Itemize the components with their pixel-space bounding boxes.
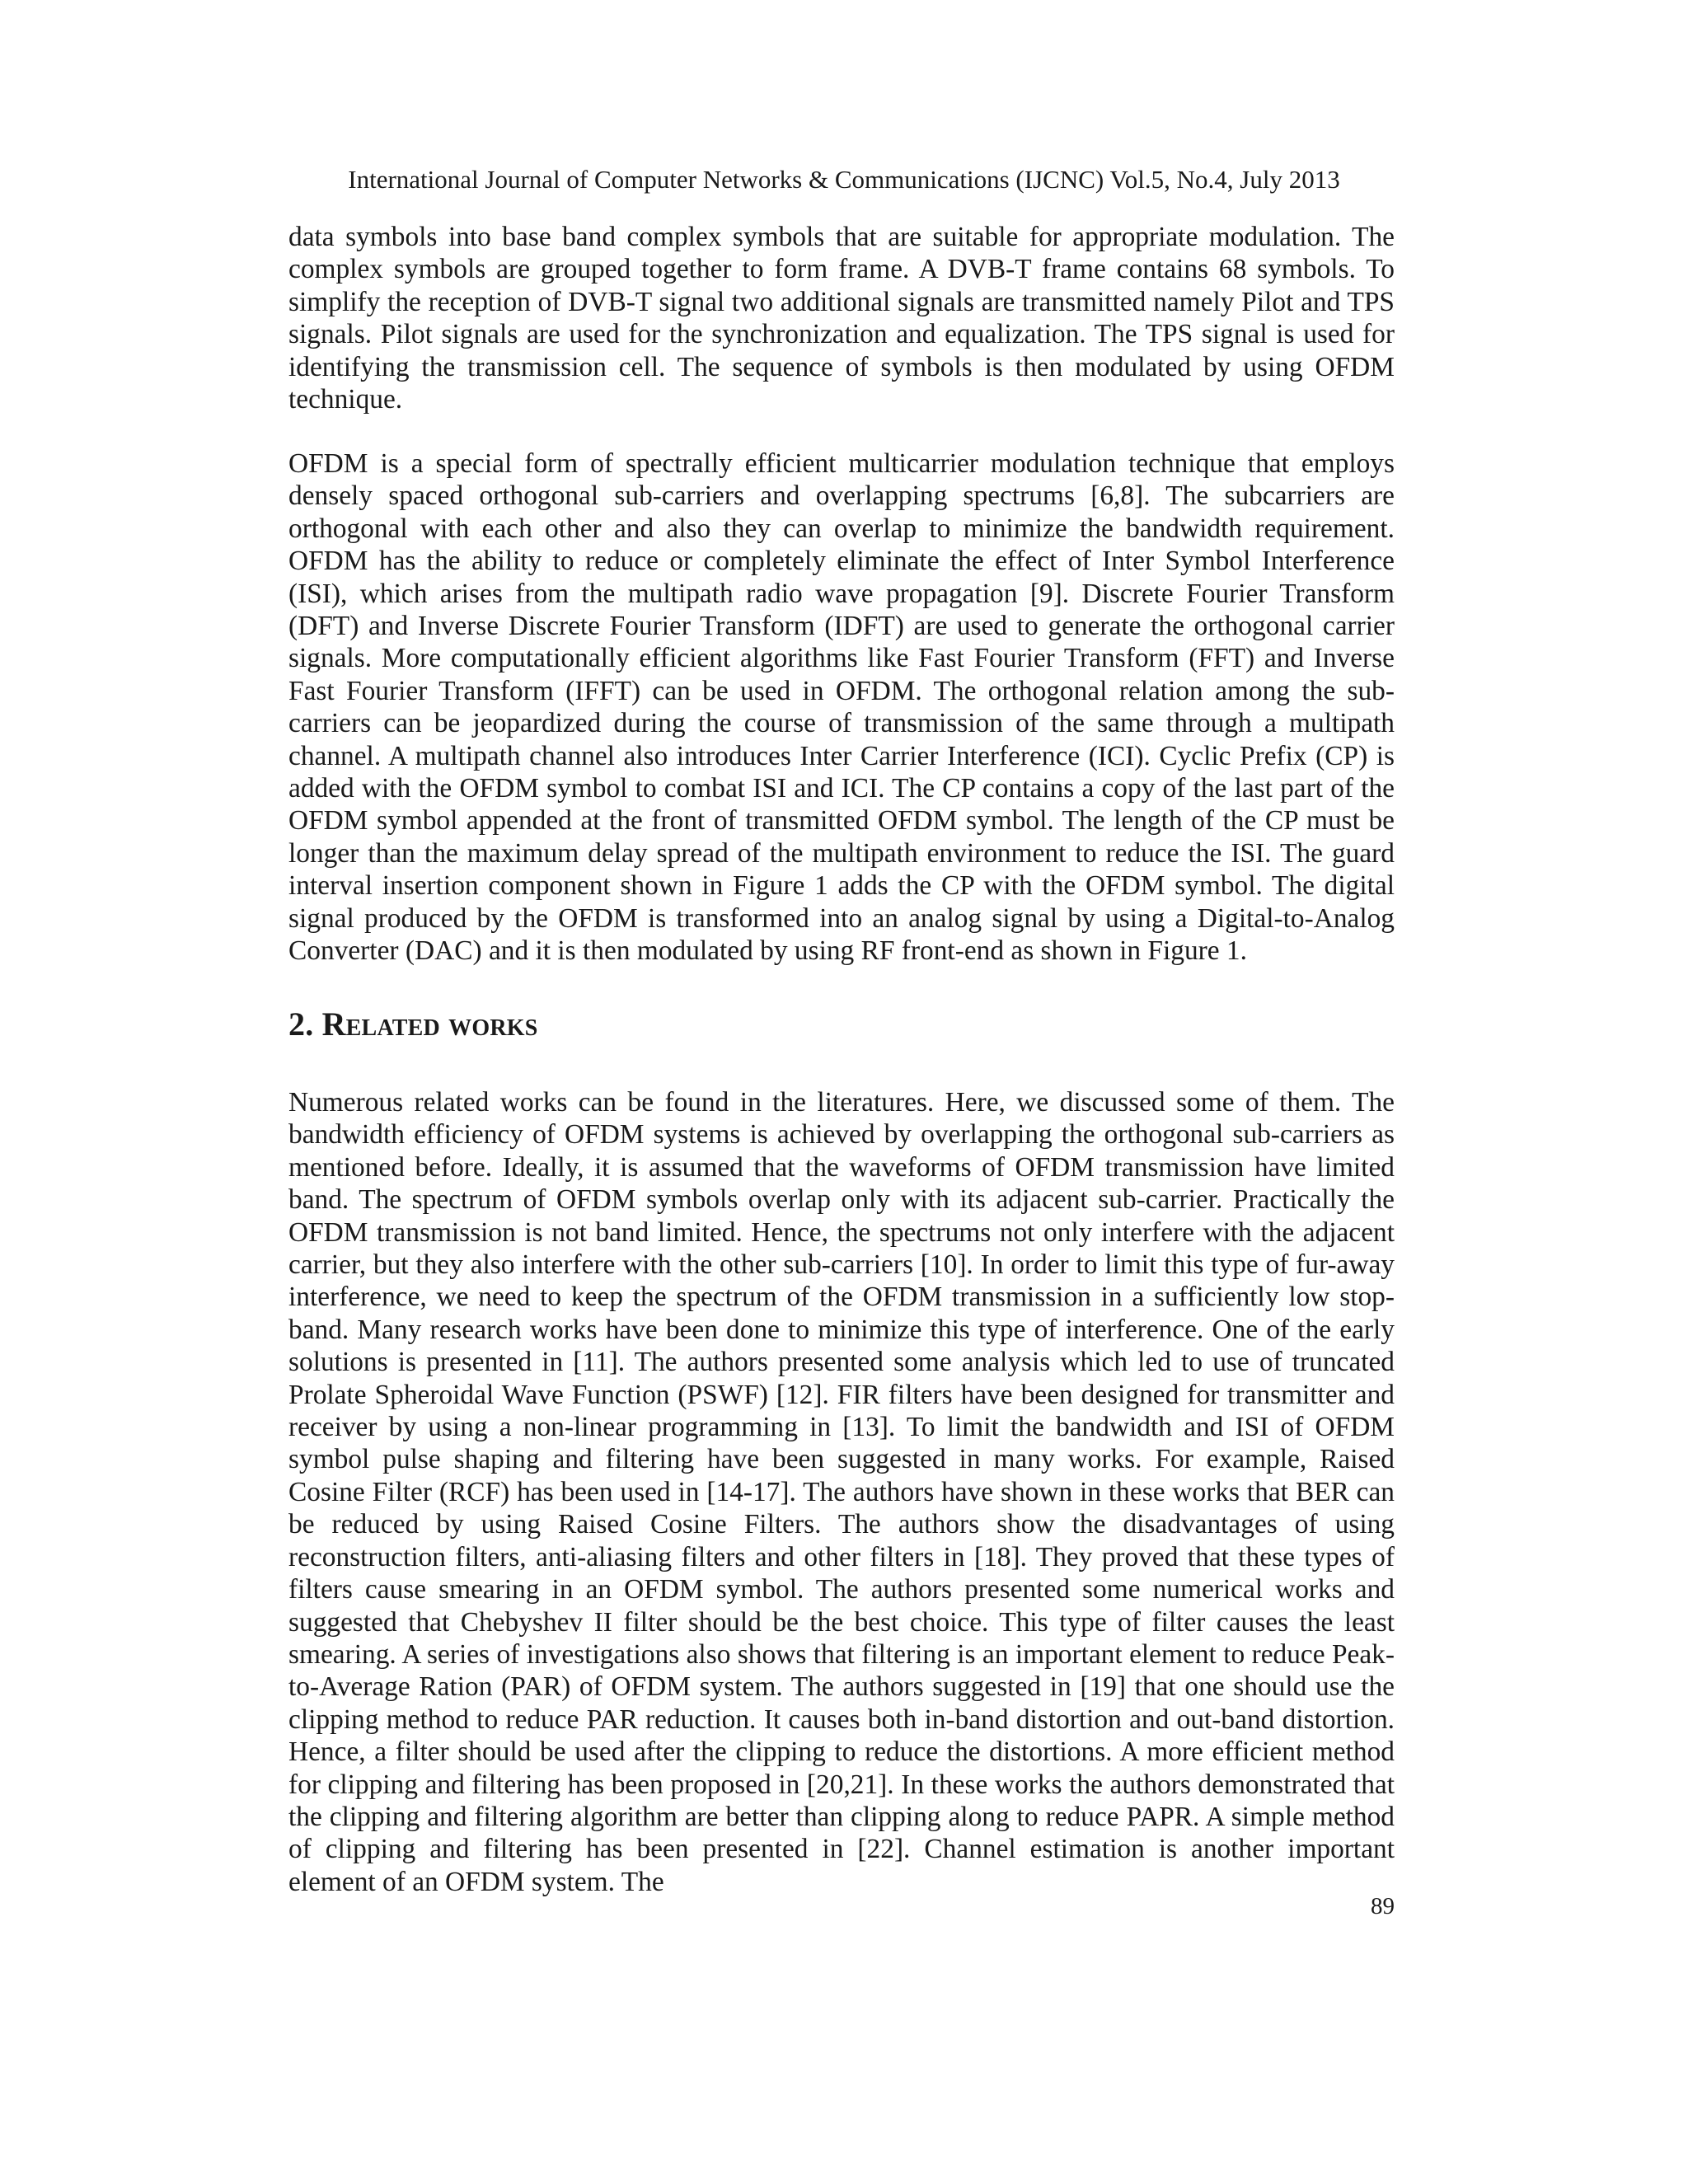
body-paragraph-2: OFDM is a special form of spectrally efficient multicarrier modulation technique that employs densely spaced orthogonal sub-carriers and overlapping spectrums [6,8]. The subcarriers are orthogonal with each other and also they can overlap to minimize the bandwidth requirement. OFDM has the ability to reduce or completely eliminate the effect of Inter Symbol Interference (ISI), which arises from the multipath radio wave propagation [9]. Discrete Fourier Transform (DFT) and Inverse Discrete Fourier Transform (IDFT) are used to generate the orthogonal carrier signals. More computationally efficient algorithms like Fast Fourier Transform (FFT) and Inverse Fast Fourier Transform (IFFT) can be used in OFDM. The orthogonal relation among the sub-carriers can be jeopardized during the course of transmission of the same through a multipath channel. A multipath channel also introduces Inter Carrier Interference (ICI). Cyclic Prefix (CP) is added with the OFDM symbol to combat ISI and ICI. The CP contains a copy of the last part of the OFDM symbol appended at the front of transmitted OFDM symbol. The length of the CP must be longer than the maximum delay spread of the multipath environment to reduce the ISI. The guard interval insertion component shown in Figure 1 adds the CP with the OFDM symbol. The digital signal produced by the OFDM is transformed into an analog signal by using a Digital-to-Analog Converter (DAC) and it is then modulated by using RF front-end as shown in Figure 1. xyxy=(288,448,1395,967)
body-paragraph-1: data symbols into base band complex symbols that are suitable for appropriate modulation. The complex symbols are grouped together to form frame. A DVB-T frame contains 68 symbols. To simplify the reception of DVB-T signal two additional signals are transmitted namely Pilot and TPS signals. Pilot signals are used for the synchronization and equalization. The TPS signal is used for identifying the transmission cell. The sequence of symbols is then modulated by using OFDM technique. xyxy=(288,222,1395,415)
running-header: International Journal of Computer Networks & Communications (IJCNC) Vol.5, No.4, July 2013 xyxy=(348,165,1340,194)
body-paragraph-3: Numerous related works can be found in the literatures. Here, we discussed some of them. The bandwidth efficiency of OFDM systems is achieved by overlapping the orthogonal sub-carriers as mentioned before. Ideally, it is assumed that the waveforms of OFDM transmission have limited band. The spectrum of OFDM symbols overlap only with its adjacent sub-carrier. Practically the OFDM transmission is not band limited. Hence, the spectrums not only interfere with the adjacent carrier, but they also interfere with the other sub-carriers [10]. In order to limit this type of fur-away interference, we need to keep the spectrum of the OFDM transmission in a sufficiently low stop-band. Many research works have been done to minimize this type of interference. One of the early solutions is presented in [11]. The authors presented some analysis which led to use of truncated Prolate Spheroidal Wave Function (PSWF) [12]. FIR filters have been designed for transmitter and receiver by using a non-linear programming in [13]. To limit the bandwidth and ISI of OFDM symbol pulse shaping and filtering have been suggested in many works. For example, Raised Cosine Filter (RCF) has been used in [14-17]. The authors have shown in these works that BER can be reduced by using Raised Cosine Filters. The authors show the disadvantages of using reconstruction filters, anti-aliasing filters and other filters in [18]. They proved that these types of filters cause smearing in an OFDM symbol. The authors presented some numerical works and suggested that Chebyshev II filter should be the best choice. This type of filter causes the least smearing. A series of investigations also shows that filtering is an important element to reduce Peak-to-Average Ration (PAR) of OFDM system. The authors suggested in [19] that one should use the clipping method to reduce PAR reduction. It causes both in-band distortion and out-band distortion. Hence, a filter should be used after the clipping to reduce the distortions. A more efficient method for clipping and filtering has been proposed in [20,21]. In these works the authors demonstrated that the clipping and filtering algorithm are better than clipping along to reduce PAPR. A simple method of clipping and filtering has been presented in [22]. Channel estimation is another important element of an OFDM system. The xyxy=(288,1087,1395,1897)
page-number: 89 xyxy=(1371,1893,1395,1919)
section-heading-related-works: 2. Related works xyxy=(288,1005,538,1043)
